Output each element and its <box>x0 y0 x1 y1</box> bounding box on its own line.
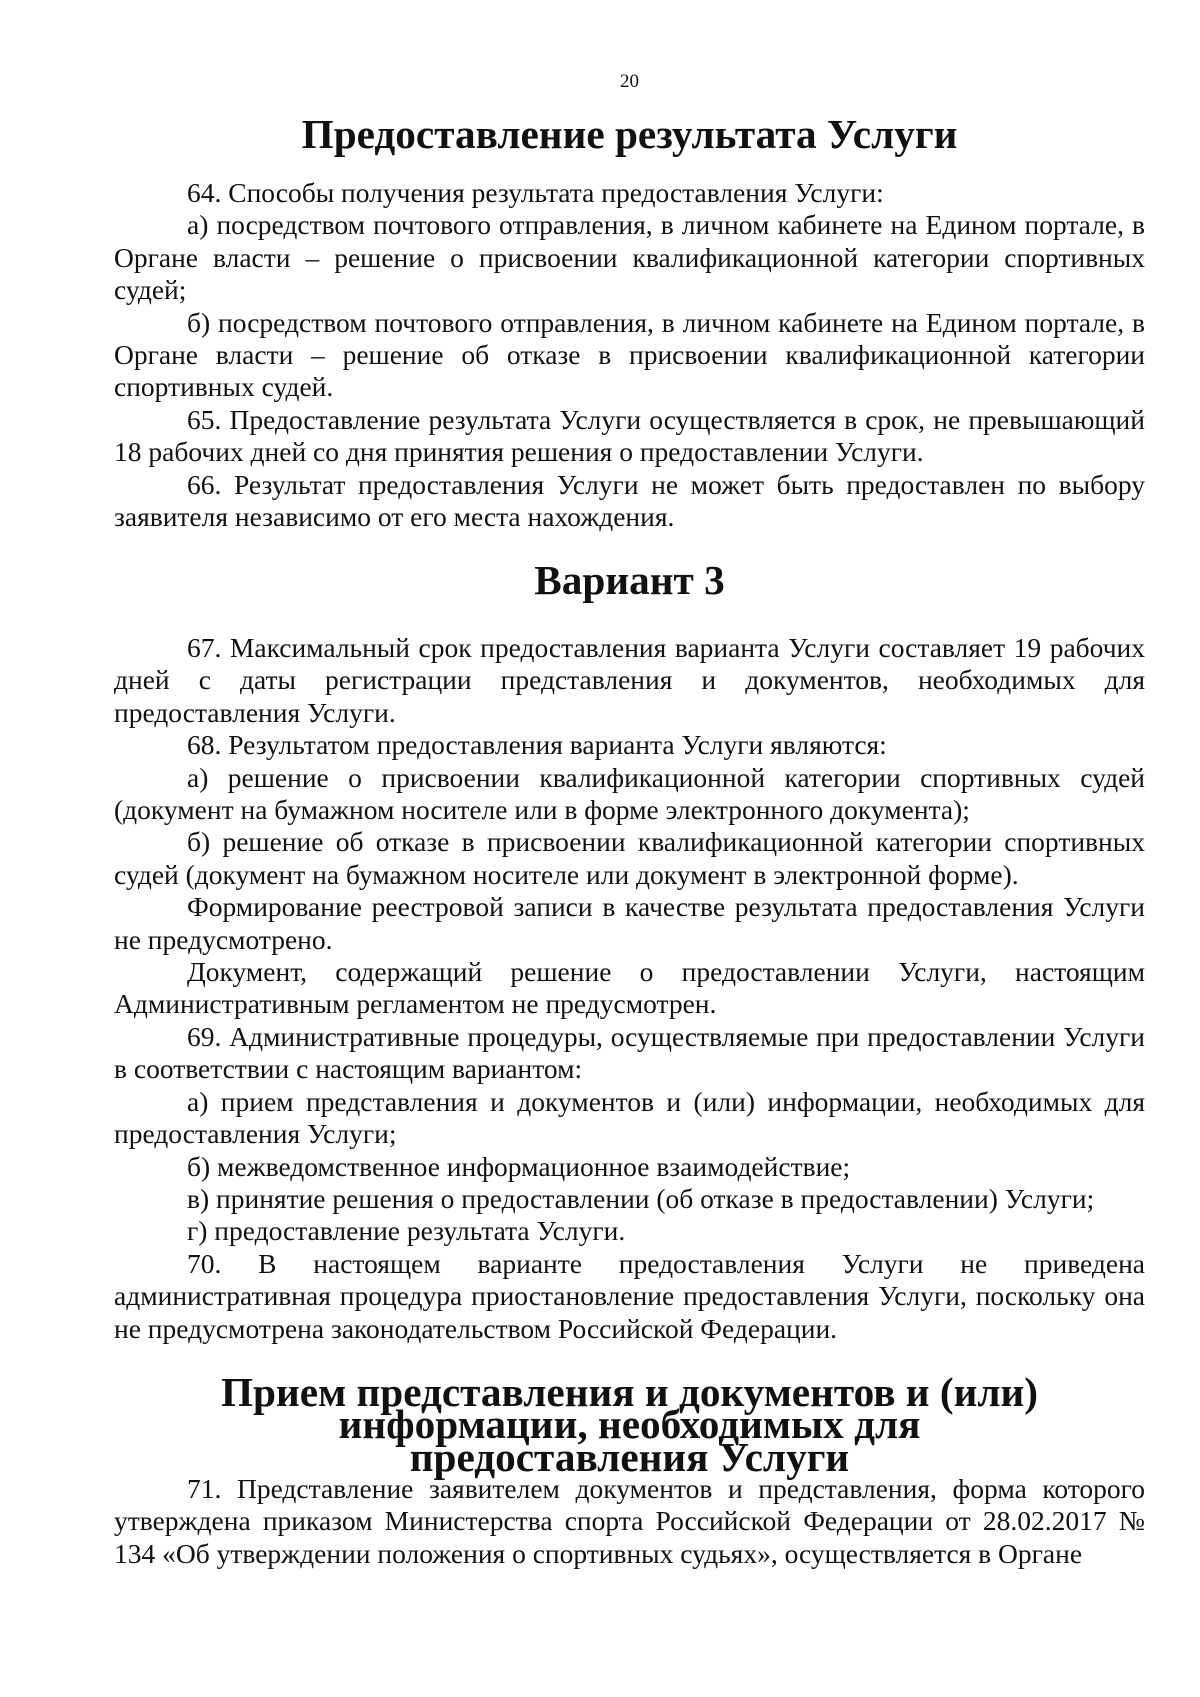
paragraph-68a: а) решение о присвоении квалификационной категории спортивных судей (документ на бумажном носителе или в форме электронного документа); <box>114 761 1145 826</box>
paragraph-64b: б) посредством почтового отправления, в личном кабинете на Едином портале, в Органе власти – решение об отказе в присвоении квалификационной категории спортивных судей. <box>114 306 1145 403</box>
section-body-result <box>114 177 1145 533</box>
section-heading-result: Предоставление результата Услуги <box>301 111 958 157</box>
section-body-reception <box>114 1473 1145 1570</box>
paragraph-69d: г) предоставление результата Услуги. <box>187 1215 626 1247</box>
paragraph-65: 65. Предоставление результата Услуги осуществляется в срок, не превышающий 18 рабочих дней со дня принятия решения о предоставлении Услуги. <box>114 403 1145 468</box>
paragraph-66: 66. Результат предоставления Услуги не может быть предоставлен по выбору заявителя независимо от его места нахождения. <box>114 468 1145 533</box>
paragraph-decision-document: Документ, содержащий решение о предоставлении Услуги, настоящим Административным регламентом не предусмотрен. <box>114 956 1145 1020</box>
paragraph-70: 70. В настоящем варианте предоставления Услуги не приведена административная процедура приостановление предоставления Услуги, поскольку она не предусмотрена законодательством Российской Федерации. <box>114 1247 1145 1344</box>
paragraph-69b: б) межведомственное информационное взаимодействие; <box>187 1150 851 1182</box>
section-body-variant-3 <box>114 632 1145 1345</box>
paragraph-registry-record: Формирование реестровой записи в качестве результата предоставления Услуги не предусмотрено. <box>114 891 1145 955</box>
paragraph-69: 69. Административные процедуры, осуществляемые при предоставлении Услуги в соответствии с настоящим вариантом: <box>114 1020 1145 1085</box>
section-heading-reception-line-1: Прием представления и документов и (или) информации, необходимых для <box>220 1369 1039 1448</box>
section-heading-reception-line-2: предоставления Услуги <box>409 1433 850 1480</box>
paragraph-71: 71. Представление заявителем документов и представления, форма которого утверждена приказом Министерства спорта Российской Федерации от 28.02.2017 № 134 «Об утверждении положения о спортивных судьях», осуществляется в Органе <box>114 1473 1145 1569</box>
paragraph-67: 67. Максимальный срок предоставления варианта Услуги составляет 19 рабочих дней с даты регистрации представления и документов, необходимых для предоставления Услуги. <box>114 632 1145 728</box>
paragraph-68: 68. Результатом предоставления варианта Услуги являются: <box>187 729 887 761</box>
paragraph-64: 64. Способы получения результата предоставления Услуги: <box>187 177 884 208</box>
paragraph-69a: а) прием представления и документов и (или) информации, необходимых для предоставления Услуги; <box>114 1085 1145 1150</box>
section-heading-reception <box>114 1369 1145 1480</box>
paragraph-69c: в) принятие решения о предоставлении (об отказе в предоставлении) Услуги; <box>187 1182 1095 1214</box>
paragraph-68b: б) решение об отказе в присвоении квалификационной категории спортивных судей (документ на бумажном носителе или документ в электронной форме). <box>114 826 1145 890</box>
paragraph-64a: а) посредством почтового отправления, в личном кабинете на Едином портале, в Органе власти – решение о присвоении квалификационной категории спортивных судей; <box>114 209 1145 306</box>
section-heading-variant-3: Вариант 3 <box>534 557 725 603</box>
page-number: 20 <box>620 71 639 92</box>
